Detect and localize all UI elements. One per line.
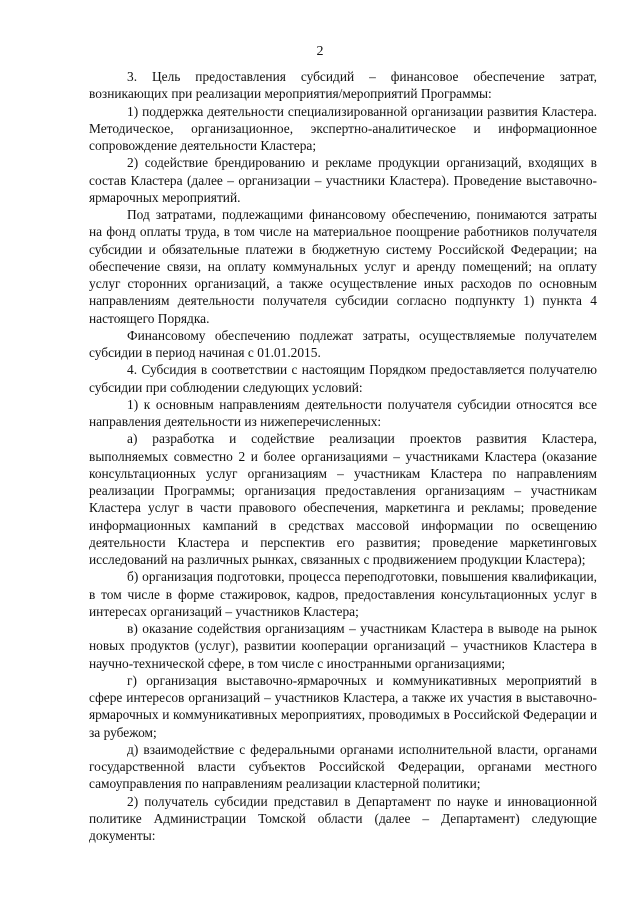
paragraph-goal-item-2: 2) содействие брендированию и рекламе продукции организаций, входящих в состав Кластера (далее – организации – участники Кластера). Проведение выставочно-ярмарочных мероприятий. xyxy=(89,155,597,205)
paragraph-expenses-definition: Под затратами, подлежащими финансовому обеспечению, понимаются затраты на фонд оплаты труда, в том числе на материальное поощрение работников получателя субсидии и обязательные платежи в бюджетную систему Российской Федерации; на обеспечение связи, на оплату коммунальных услуг и аренду помещений; на оплату услуг сторонних организаций, а также осуществление иных расходов по основным направлениям деятельности получателя субсидии согласно подпункту 1) пункта 4 настоящего Порядка. xyxy=(89,207,597,326)
paragraph-3-goal: 3. Цель предоставления субсидий – финансовое обеспечение затрат, возникающих при реализации мероприятия/мероприятий Программы: xyxy=(89,69,597,102)
paragraph-condition-1: 1) к основным направлениям деятельности получателя субсидии относятся все направления деятельности из нижеперечисленных: xyxy=(89,396,597,429)
paragraph-4-conditions: 4. Субсидия в соответствии с настоящим Порядком предоставляется получателю субсидии при соблюдении следующих условий: xyxy=(89,362,597,395)
page-number: 2 xyxy=(316,44,324,59)
paragraph-subitem-v: в) оказание содействия организациям – участникам Кластера в выводе на рынок новых продуктов (услуг), развитии кооперации организаций – участников Кластера в научно-технической сфере, в том числе с иностранными организациями; xyxy=(89,621,597,671)
paragraph-subitem-b: б) организация подготовки, процесса переподготовки, повышения квалификации, в том числе в форме стажировок, кадров, предоставления консультационных услуг в интересах организаций – участников Кластера; xyxy=(89,569,597,619)
document-body xyxy=(89,68,597,844)
paragraph-subitem-a: а) разработка и содействие реализации проектов развития Кластера, выполняемых совместно 2 и более организациями – участниками Кластера (оказание консультационных услуг организациям – участникам Кластера по направлениям реализации Программы; организация предоставления организациям – участникам Кластера услуг в части правового обеспечения, маркетинга и рекламы; проведение информационных кампаний в средствах массовой информации по освещению деятельности Кластера и перспектив его развития; проведение маркетинговых исследований на различных рынках, связанных с продвижением продукции Кластера); xyxy=(89,431,597,567)
paragraph-condition-2: 2) получатель субсидии представил в Департамент по науке и инновационной политике Администрации Томской области (далее – Департамент) следующие документы: xyxy=(89,793,597,843)
paragraph-subitem-d: д) взаимодействие с федеральными органами исполнительной власти, органами государственной власти субъектов Российской Федерации, органами местного самоуправления по направлениям реализации кластерной политики; xyxy=(89,741,597,792)
paragraph-subitem-g: г) организация выставочно-ярмарочных и коммуникативных мероприятий в сфере интересов организаций – участников Кластера, а также их участия в выставочно-ярмарочных и коммуникативных мероприятиях, проводимых в Российской Федерации и за рубежом; xyxy=(89,672,597,740)
paragraph-goal-item-1: 1) поддержка деятельности специализированной организации развития Кластера. Методическое, организационное, экспертно-аналитическое и информационное сопровождение деятельности Кластера; xyxy=(89,103,597,153)
paragraph-expenses-period: Финансовому обеспечению подлежат затраты, осуществляемые получателем субсидии в период начиная с 01.01.2015. xyxy=(89,327,597,360)
